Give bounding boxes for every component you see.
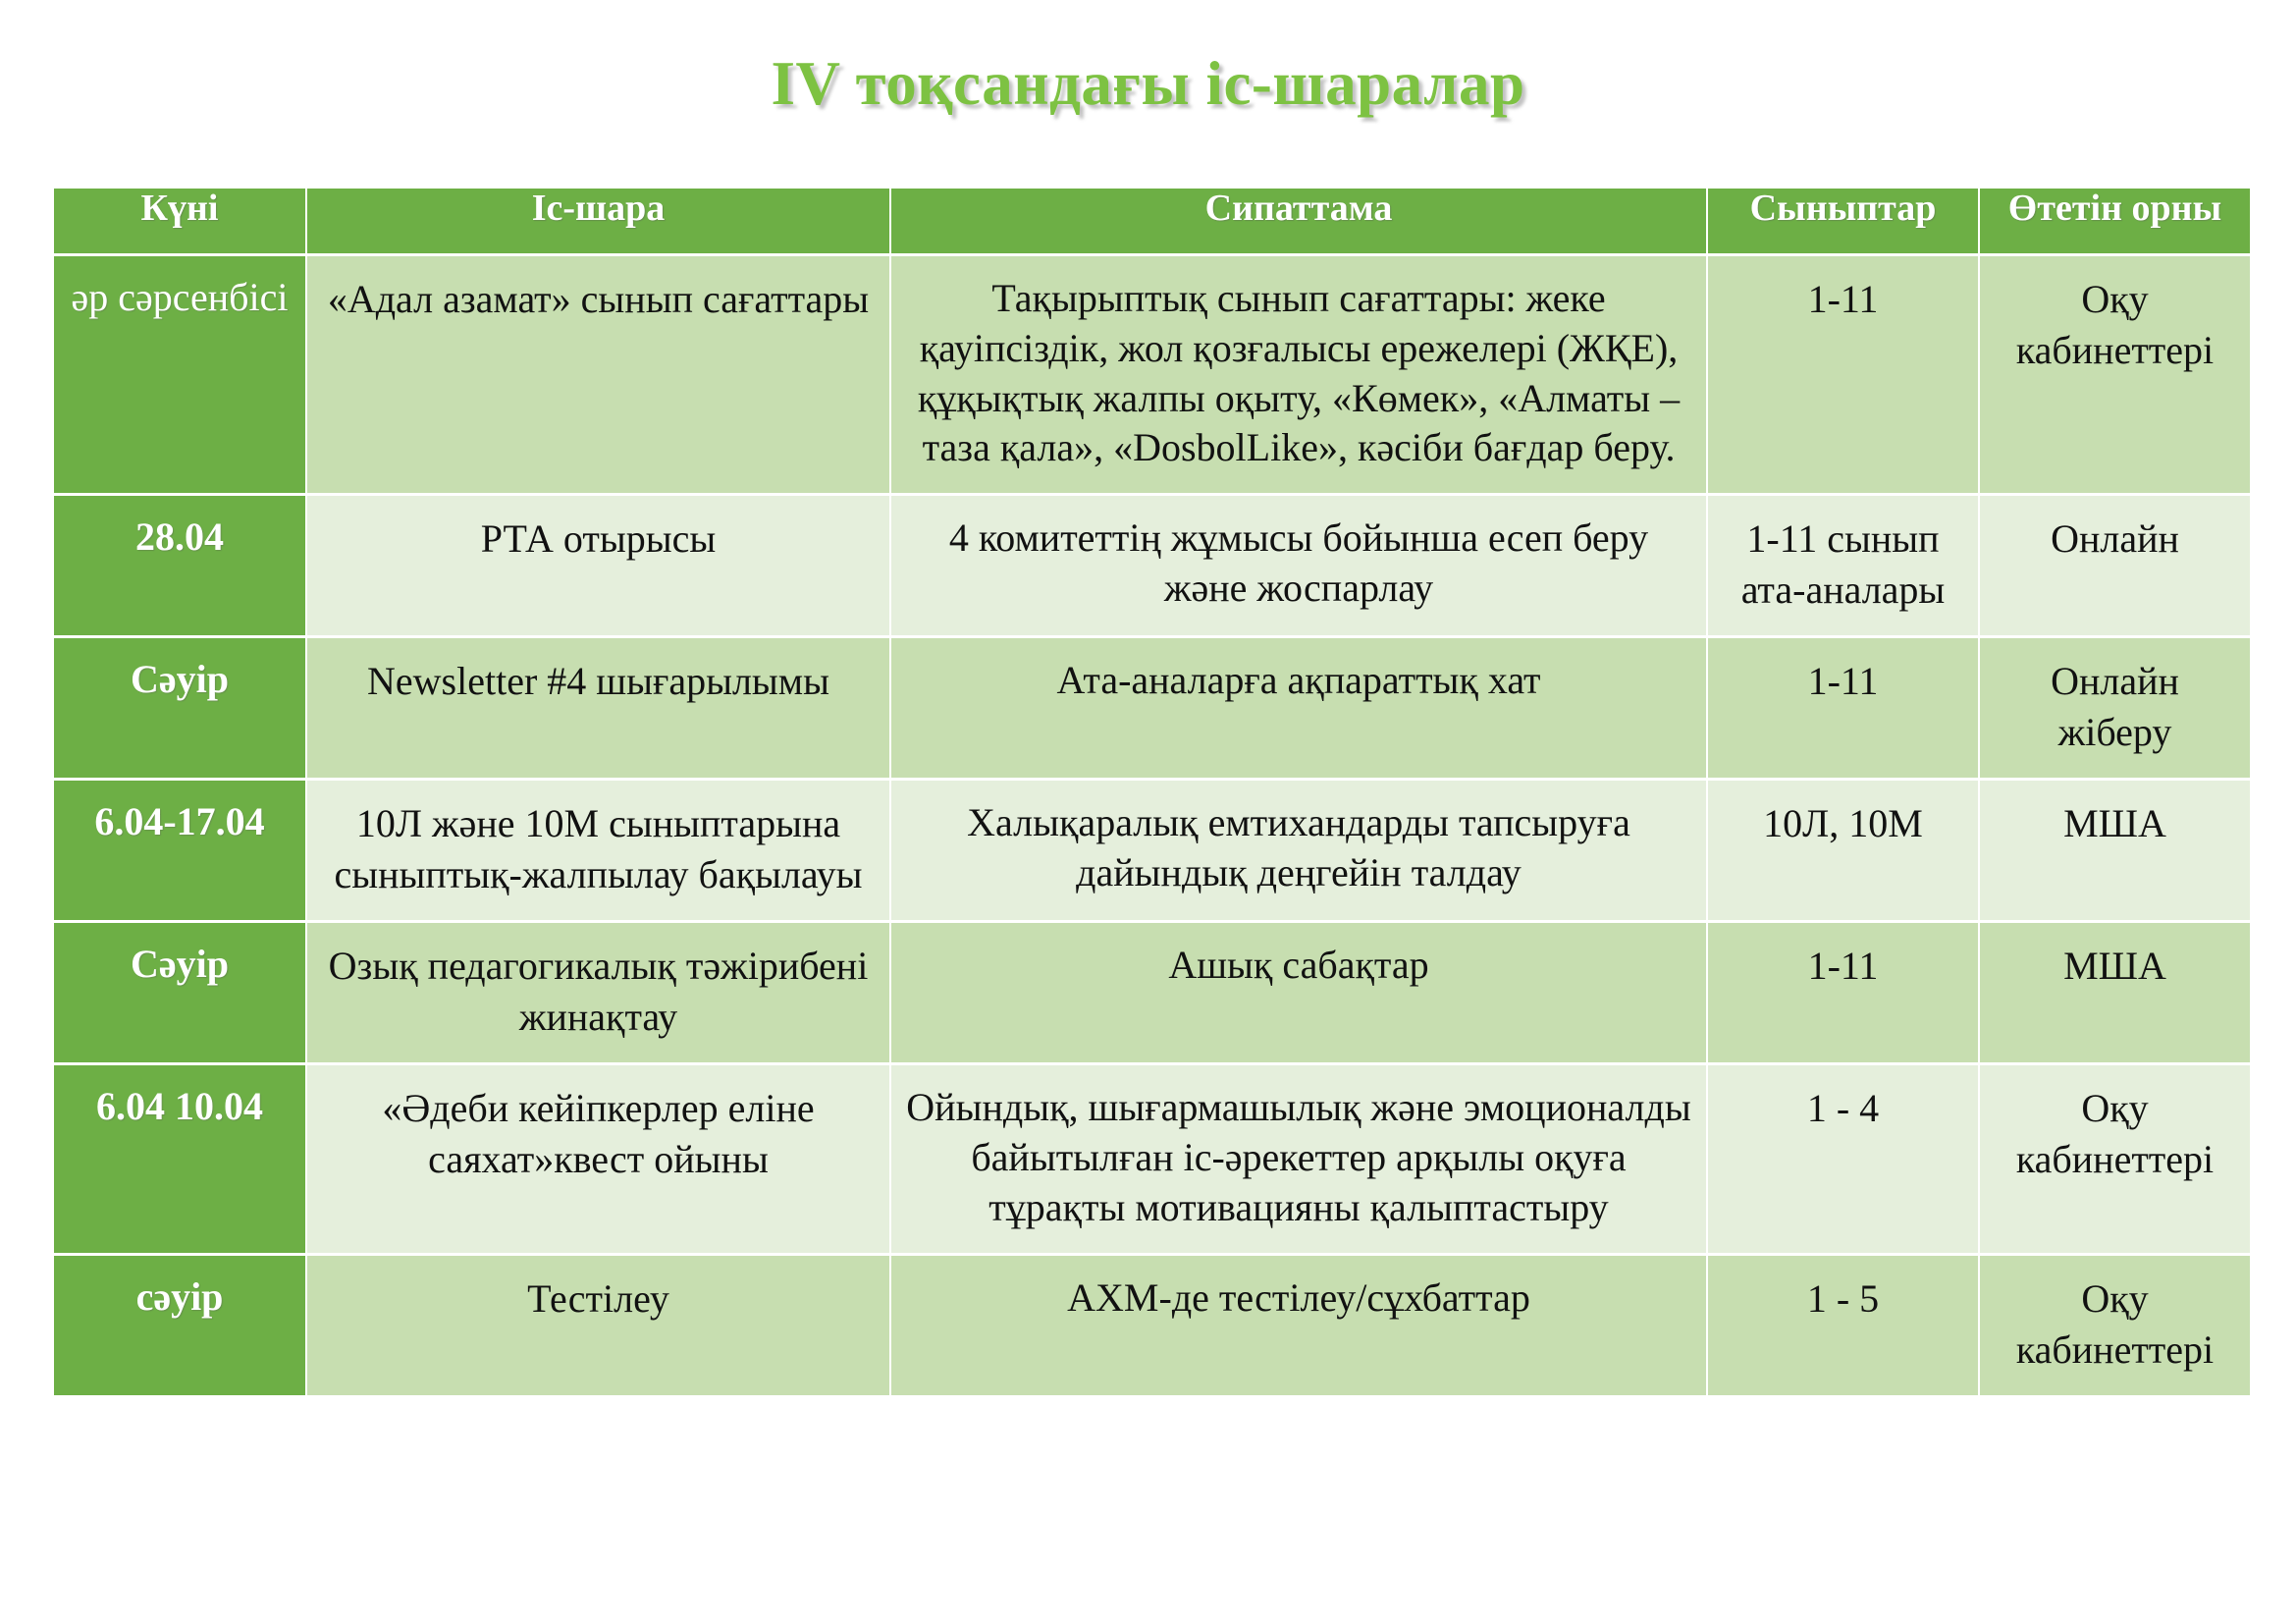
cell-date: 28.04 — [54, 496, 307, 638]
cell-date: Сәуір — [54, 638, 307, 781]
cell-class: 10Л, 10М — [1708, 781, 1980, 923]
column-header-place: Өтетін орны — [1980, 189, 2250, 256]
page-title-container — [0, 51, 2296, 116]
cell-event: «Адал азамат» сынып сағаттары — [307, 256, 891, 496]
cell-place: Онлайн — [1980, 496, 2250, 638]
cell-place: Оқу кабинеттері — [1980, 256, 2250, 496]
table-row — [54, 1065, 2250, 1255]
cell-event: Озық педагогикалық тәжірибені жинақтау — [307, 923, 891, 1065]
cell-date: 6.04-17.04 — [54, 781, 307, 923]
column-header-event: Іс-шара — [307, 189, 891, 256]
events-table — [54, 189, 2250, 1398]
column-header-class: Сыныптар — [1708, 189, 1980, 256]
cell-date: Сәуір — [54, 923, 307, 1065]
table-row — [54, 923, 2250, 1065]
table-row — [54, 496, 2250, 638]
cell-date: 6.04 10.04 — [54, 1065, 307, 1255]
cell-desc: 4 комитеттің жұмысы бойынша есеп беру және жоспарлау — [891, 496, 1708, 638]
cell-event: Тестілеу — [307, 1256, 891, 1398]
table-row — [54, 1256, 2250, 1398]
cell-date: әр сәрсенбісі — [54, 256, 307, 496]
cell-place: Оқу кабинеттері — [1980, 1256, 2250, 1398]
cell-class: 1-11 — [1708, 638, 1980, 781]
cell-class: 1-11 — [1708, 923, 1980, 1065]
cell-event: Newsletter #4 шығарылымы — [307, 638, 891, 781]
cell-desc: Тақырыптық сынып сағаттары: жеке қауіпсіздік, жол қозғалысы ережелері (ЖҚЕ), құқықтық жалпы оқыту, «Көмек», «Алматы – таза қала», «DosbolLike», кәсіби бағдар беру. — [891, 256, 1708, 496]
cell-desc: Ойындық, шығармашылық және эмоционалды байытылған іс-әрекеттер арқылы оқуға тұрақты мотивацияны қалыптастыру — [891, 1065, 1708, 1255]
cell-place: Онлайн жіберу — [1980, 638, 2250, 781]
cell-desc: АХМ-де тестілеу/сұхбаттар — [891, 1256, 1708, 1398]
cell-event: «Әдеби кейіпкерлер еліне саяхат»квест ойыны — [307, 1065, 891, 1255]
column-header-desc: Сипаттама — [891, 189, 1708, 256]
cell-place: МША — [1980, 923, 2250, 1065]
cell-class: 1-11 сынып ата-аналары — [1708, 496, 1980, 638]
table-header-row — [54, 189, 2250, 256]
table-row — [54, 256, 2250, 496]
cell-event: РТА отырысы — [307, 496, 891, 638]
cell-event: 10Л және 10М сыныптарына сыныптық-жалпылау бақылауы — [307, 781, 891, 923]
cell-desc: Халықаралық емтихандарды тапсыруға дайындық деңгейін талдау — [891, 781, 1708, 923]
table-row — [54, 781, 2250, 923]
page-title: IV тоқсандағы іс-шаралар — [771, 49, 1525, 118]
column-header-date: Күні — [54, 189, 307, 256]
cell-desc: Ата-аналарға ақпараттық хат — [891, 638, 1708, 781]
cell-place: Оқу кабинеттері — [1980, 1065, 2250, 1255]
cell-date: сәуір — [54, 1256, 307, 1398]
cell-class: 1-11 — [1708, 256, 1980, 496]
cell-desc: Ашық сабақтар — [891, 923, 1708, 1065]
cell-class: 1 - 5 — [1708, 1256, 1980, 1398]
cell-place: МША — [1980, 781, 2250, 923]
table-body — [54, 256, 2250, 1398]
table-header — [54, 189, 2250, 256]
table-row — [54, 638, 2250, 781]
cell-class: 1 - 4 — [1708, 1065, 1980, 1255]
